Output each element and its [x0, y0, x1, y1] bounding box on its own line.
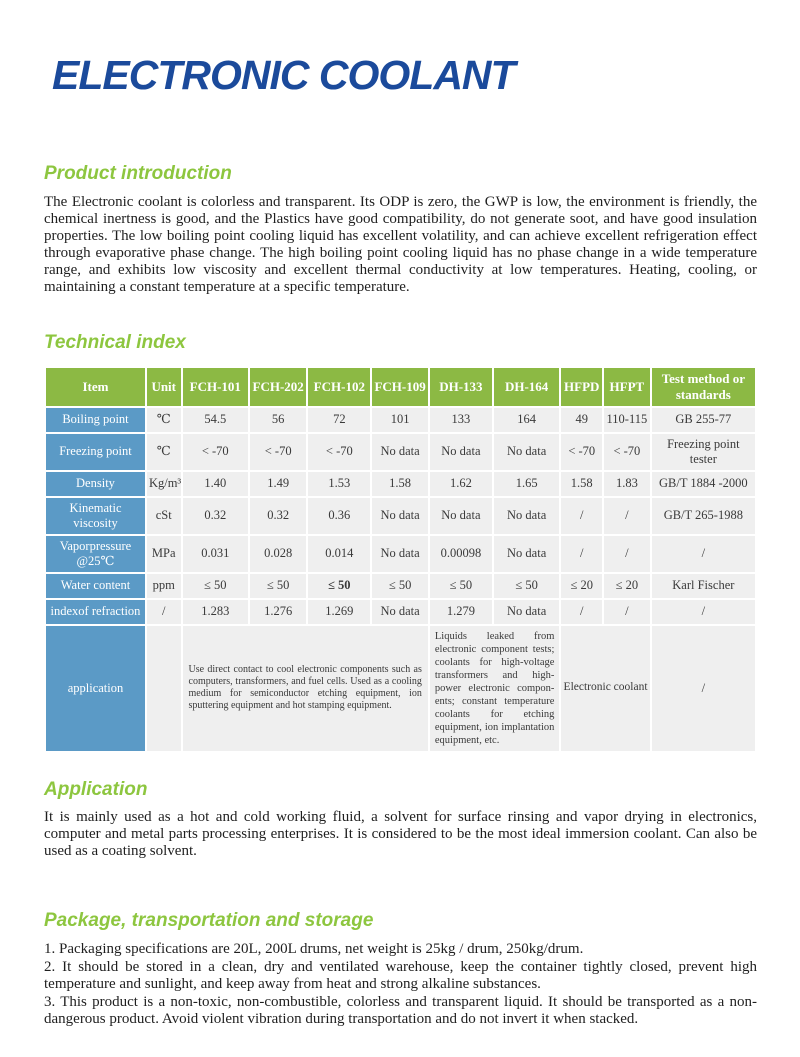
section-package-transport-storage	[44, 910, 757, 1029]
table-row	[45, 535, 756, 573]
unit-cell: /	[146, 599, 182, 625]
value-cell: 1.58	[371, 471, 429, 497]
value-cell: 1.283	[182, 599, 250, 625]
column-header-fch-202: FCH-202	[249, 367, 307, 406]
value-cell: 0.32	[249, 497, 307, 535]
package-item-2: 2. It should be stored in a clean, dry and ventilated warehouse, keep the container tightly closed, prevent high temperature and sunlight, and keep away from heat and strong alkaline substances.	[44, 958, 757, 993]
row-label-cell: Freezing point	[45, 433, 146, 471]
value-cell: ≤ 20	[603, 573, 651, 599]
test-method-cell: GB 255-77	[651, 407, 756, 433]
value-cell: 101	[371, 407, 429, 433]
value-cell: No data	[371, 433, 429, 471]
value-cell: ≤ 50	[493, 573, 561, 599]
table-header-row	[45, 367, 756, 406]
test-method-cell: Freezing point tester	[651, 433, 756, 471]
table-row	[45, 573, 756, 599]
unit-cell: Kg/m³	[146, 471, 182, 497]
application-row	[45, 625, 756, 752]
table-row	[45, 599, 756, 625]
application-heading: Application	[44, 778, 148, 800]
test-method-cell: /	[651, 535, 756, 573]
value-cell: 0.00098	[429, 535, 493, 573]
value-cell: No data	[493, 497, 561, 535]
value-cell: ≤ 50	[307, 573, 371, 599]
table-row	[45, 407, 756, 433]
row-label-cell: Water content	[45, 573, 146, 599]
value-cell: 0.36	[307, 497, 371, 535]
value-cell: ≤ 20	[560, 573, 603, 599]
value-cell: /	[560, 599, 603, 625]
unit-cell: cSt	[146, 497, 182, 535]
value-cell: < -70	[182, 433, 250, 471]
value-cell: No data	[429, 497, 493, 535]
value-cell: 0.32	[182, 497, 250, 535]
value-cell: 1.62	[429, 471, 493, 497]
column-header-unit: Unit	[146, 367, 182, 406]
application-fch-cell: Use direct contact to cool electronic components such as computers, transformers, and fuel cells. Used as a cooling medium for semiconductor etching equipment, ion sputtering equipment and hot stamping equipment.	[182, 625, 429, 752]
row-label-cell: indexof refraction	[45, 599, 146, 625]
test-method-cell: /	[651, 599, 756, 625]
application-text: It is mainly used as a hot and cold working fluid, a solvent for surface rinsing and vapor drying in electronics, computer and metal parts processing enterprises. It is considered to be the most ideal immersion coolant. Can also be used as a coating solvent.	[44, 809, 757, 860]
section-product-introduction	[44, 163, 757, 295]
page-title: ELECTRONIC COOLANT	[52, 52, 515, 98]
value-cell: 1.53	[307, 471, 371, 497]
section-application	[44, 779, 757, 861]
value-cell: 72	[307, 407, 371, 433]
value-cell: 49	[560, 407, 603, 433]
value-cell: < -70	[603, 433, 651, 471]
unit-cell: ℃	[146, 407, 182, 433]
test-method-cell: GB/T 265-1988	[651, 497, 756, 535]
value-cell: 133	[429, 407, 493, 433]
column-header-fch-101: FCH-101	[182, 367, 250, 406]
value-cell: No data	[493, 535, 561, 573]
value-cell: 0.014	[307, 535, 371, 573]
test-method-cell: Karl Fischer	[651, 573, 756, 599]
value-cell: 164	[493, 407, 561, 433]
product-introduction-text: The Electronic coolant is colorless and transparent. Its ODP is zero, the GWP is low, the environment is friendly, the chemical inertness is good, and the Plastics have good compatibility, do not generate soot, and have good insulation properties. The low boiling point cooling liquid has excellent volatility, and can achieve excellent refrigeration effect through evaporative phase change. The high boiling point cooling liquid has no phase change in a wide temperature range, and exhibits low viscosity and excellent thermal conductivity at low temperatures. Heating, cooling, or maintaining a constant temperature at a specific temperature.	[44, 193, 757, 295]
table-row	[45, 433, 756, 471]
value-cell: 0.031	[182, 535, 250, 573]
value-cell: 56	[249, 407, 307, 433]
value-cell: No data	[371, 599, 429, 625]
value-cell: 1.279	[429, 599, 493, 625]
technical-index-table	[44, 366, 757, 752]
package-heading: Package, transportation and storage	[44, 910, 374, 932]
value-cell: 1.40	[182, 471, 250, 497]
value-cell: ≤ 50	[249, 573, 307, 599]
column-header-fch-102: FCH-102	[307, 367, 371, 406]
row-label-cell: application	[45, 625, 146, 752]
value-cell: /	[603, 599, 651, 625]
value-cell: 54.5	[182, 407, 250, 433]
table-row	[45, 471, 756, 497]
row-label-cell: Vaporpressure @25℃	[45, 535, 146, 573]
column-header-item: Item	[45, 367, 146, 406]
column-header-dh-133: DH-133	[429, 367, 493, 406]
value-cell: 1.58	[560, 471, 603, 497]
value-cell: No data	[371, 497, 429, 535]
value-cell: 1.269	[307, 599, 371, 625]
value-cell: 1.49	[249, 471, 307, 497]
value-cell: 1.276	[249, 599, 307, 625]
row-label-cell: Kinematic viscosity	[45, 497, 146, 535]
value-cell: No data	[429, 433, 493, 471]
value-cell: /	[603, 535, 651, 573]
column-header-dh-164: DH-164	[493, 367, 561, 406]
unit-cell: ppm	[146, 573, 182, 599]
column-header-fch-109: FCH-109	[371, 367, 429, 406]
unit-cell	[146, 625, 182, 752]
value-cell: < -70	[249, 433, 307, 471]
product-introduction-heading: Product introduction	[44, 163, 232, 185]
value-cell: < -70	[560, 433, 603, 471]
column-header-hfpd: HFPD	[560, 367, 603, 406]
value-cell: 0.028	[249, 535, 307, 573]
column-header-hfpt: HFPT	[603, 367, 651, 406]
value-cell: 1.83	[603, 471, 651, 497]
value-cell: 1.65	[493, 471, 561, 497]
technical-index-heading: Technical index	[44, 331, 186, 353]
value-cell: ≤ 50	[182, 573, 250, 599]
unit-cell: MPa	[146, 535, 182, 573]
value-cell: < -70	[307, 433, 371, 471]
package-item-1: 1. Packaging specifications are 20L, 200L drums, net weight is 25kg / drum, 250kg/drum.	[44, 941, 584, 958]
value-cell: /	[560, 497, 603, 535]
row-label-cell: Boiling point	[45, 407, 146, 433]
value-cell: /	[560, 535, 603, 573]
unit-cell: ℃	[146, 433, 182, 471]
value-cell: /	[603, 497, 651, 535]
application-hf-cell: Electronic coolant	[560, 625, 650, 752]
value-cell: No data	[493, 599, 561, 625]
value-cell: ≤ 50	[371, 573, 429, 599]
column-header-test-method-or-standards: Test method or standards	[651, 367, 756, 406]
test-method-cell: GB/T 1884 -2000	[651, 471, 756, 497]
value-cell: ≤ 50	[429, 573, 493, 599]
application-method-cell: /	[651, 625, 756, 752]
table-row	[45, 497, 756, 535]
application-dh-cell: Liquids leaked from electronic component tests; coolants for high-voltage transformers and high-power electronic compon-ents; constant temperature coolants for etching equipment, ion implantation equipment, etc.	[429, 625, 561, 752]
row-label-cell: Density	[45, 471, 146, 497]
value-cell: No data	[493, 433, 561, 471]
value-cell: No data	[371, 535, 429, 573]
value-cell: 110-115	[603, 407, 651, 433]
section-technical-index	[44, 332, 757, 753]
package-item-3: 3. This product is a non-toxic, non-combustible, colorless and transparent liquid. It should be transported as a non-dangerous product. Avoid violent vibration during transportation and do not invert it when stacked.	[44, 993, 757, 1028]
